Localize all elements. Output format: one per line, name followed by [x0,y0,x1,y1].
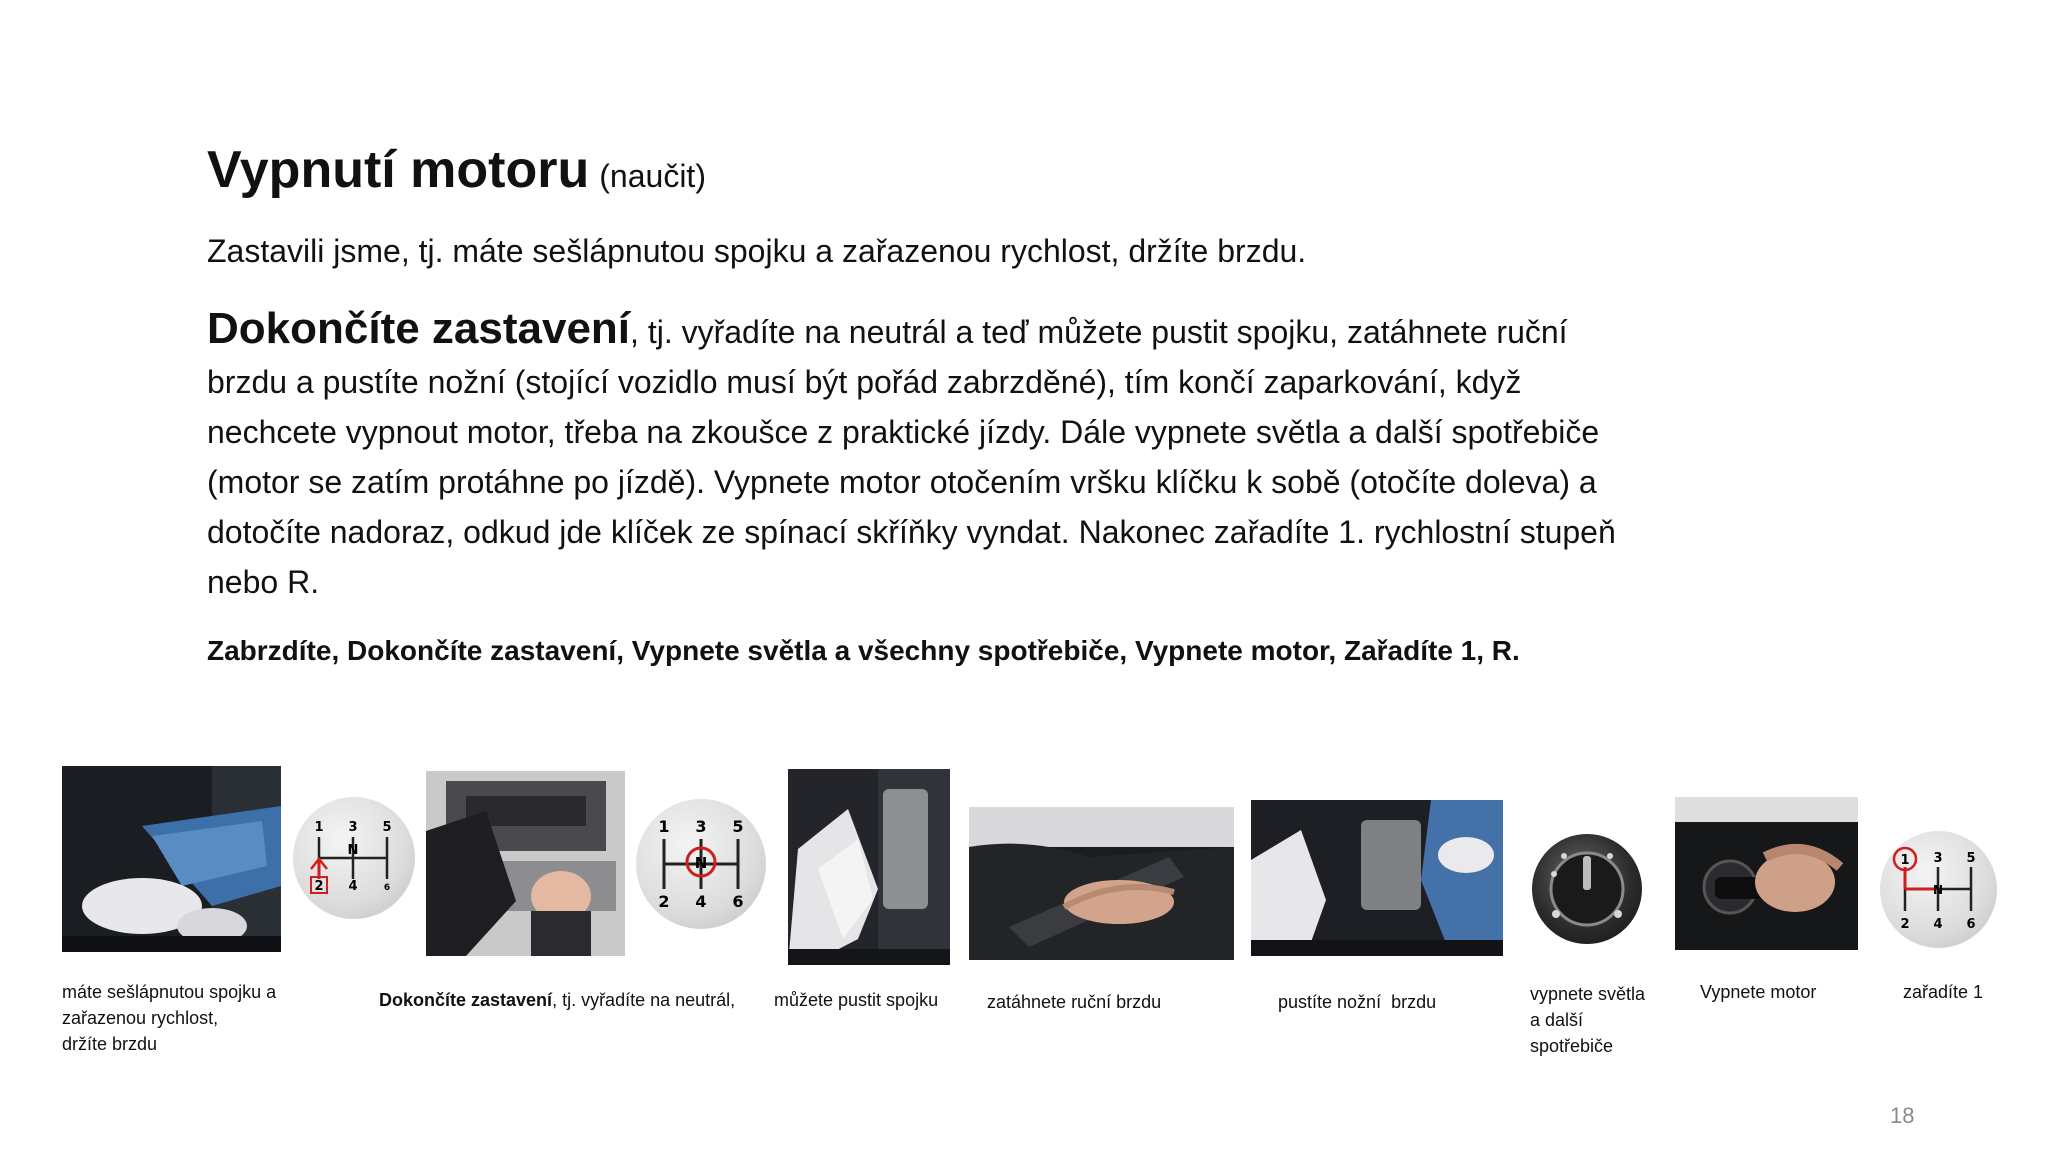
slide-title-line [207,140,706,200]
gear-label: 2 [658,892,670,911]
gear-label: 4 [348,879,358,894]
photo-ignition-key [1675,797,1858,950]
gear-label: 4 [695,892,707,911]
gear-label: 6 [732,892,744,911]
caption-first-gear: zařadíte 1 [1903,982,1984,1002]
caption-engine-off: Vypnete motor [1700,982,1817,1002]
photo-clutch-release [788,769,950,965]
gear-label: 3 [1933,851,1943,866]
gear-label: 5 [382,820,392,835]
gear-diagram-2 [293,797,415,919]
slide-title-note: (naučit) [599,158,706,194]
body-paragraph [207,304,1627,607]
gear-label: 1 [314,820,324,835]
light-switch-icon [1532,834,1642,944]
caption-finish-stop [379,987,735,1013]
photo-feet-pedals [62,766,281,952]
caption-handbrake: zatáhnete ruční brzdu [987,992,1162,1012]
caption-line: a další [1530,1010,1584,1030]
caption-rest: , tj. vyřadíte na neutrál, [552,990,736,1010]
caption-line: držíte brzdu [62,1034,158,1054]
caption-bold: Dokončíte zastavení [379,990,553,1010]
caption-clutch-pressed [62,979,276,1057]
summary-text: Zabrzdíte, Dokončíte zastavení, Vypnete světla a všechny spotřebiče, Vypnete motor, Zařadíte 1, R. [207,635,1520,666]
photo-gear-lever [426,771,625,956]
gear-label: 3 [348,820,358,835]
photo-handbrake [969,807,1234,960]
gear-label: 3 [695,817,707,836]
body-lead: Dokončíte zastavení [207,304,631,353]
caption-release-brake: pustíte nožní brzdu [1278,992,1437,1012]
intro-text: Zastavili jsme, tj. máte sešlápnutou spojku a zařazenou rychlost, držíte brzdu. [207,233,1307,269]
body-rest: , tj. vyřadíte na neutrál a teď můžete pustit spojku, zatáhnete ruční brzdu a pustíte nožní (stojící vozidlo musí být pořád zabrzděné), tím končí zaparkování, když nechcete vypnout motor, třeba na zkoušce z praktické jízdy. Dále vypnete světla a další spotřebiče (motor se zatím protáhne po jízdě). Vypnete motor otočením vršku klíčku k sobě (otočíte doleva) a dotočíte nadoraz, odkud jde klíček ze spínací skříňky vyndat. Nakonec zařadíte 1. rychlostní stupeň nebo R. [207,314,1616,600]
gear-label: 5 [1966,851,1976,866]
gear-diagram-1 [1880,831,1997,948]
caption-lights-off [1530,981,1645,1059]
gear-label: 6 [1966,917,1976,932]
gear-label: 1 [1900,853,1910,868]
photo-brake-release [1251,800,1503,956]
slide-title: Vypnutí motoru [207,141,590,199]
gear-label: N [347,843,359,858]
gear-label: 1 [658,817,670,836]
page-number: 18 [1890,1103,1915,1128]
caption-line: máte sešlápnutou spojku a [62,982,277,1002]
gear-label: 2 [1900,917,1910,932]
caption-line: zařazenou rychlost, [62,1008,219,1028]
gear-diagram-neutral [636,799,766,929]
caption-line: vypnete světla [1530,984,1646,1004]
gear-label: 2 [314,879,324,894]
caption-line: spotřebiče [1530,1036,1614,1056]
gear-label: N [694,854,708,872]
gear-label: 5 [732,817,744,836]
gear-label: 6 [383,883,391,893]
gear-label: 4 [1933,917,1943,932]
caption-release-clutch: můžete pustit spojku [774,990,939,1010]
gear-label: N [1932,883,1944,897]
